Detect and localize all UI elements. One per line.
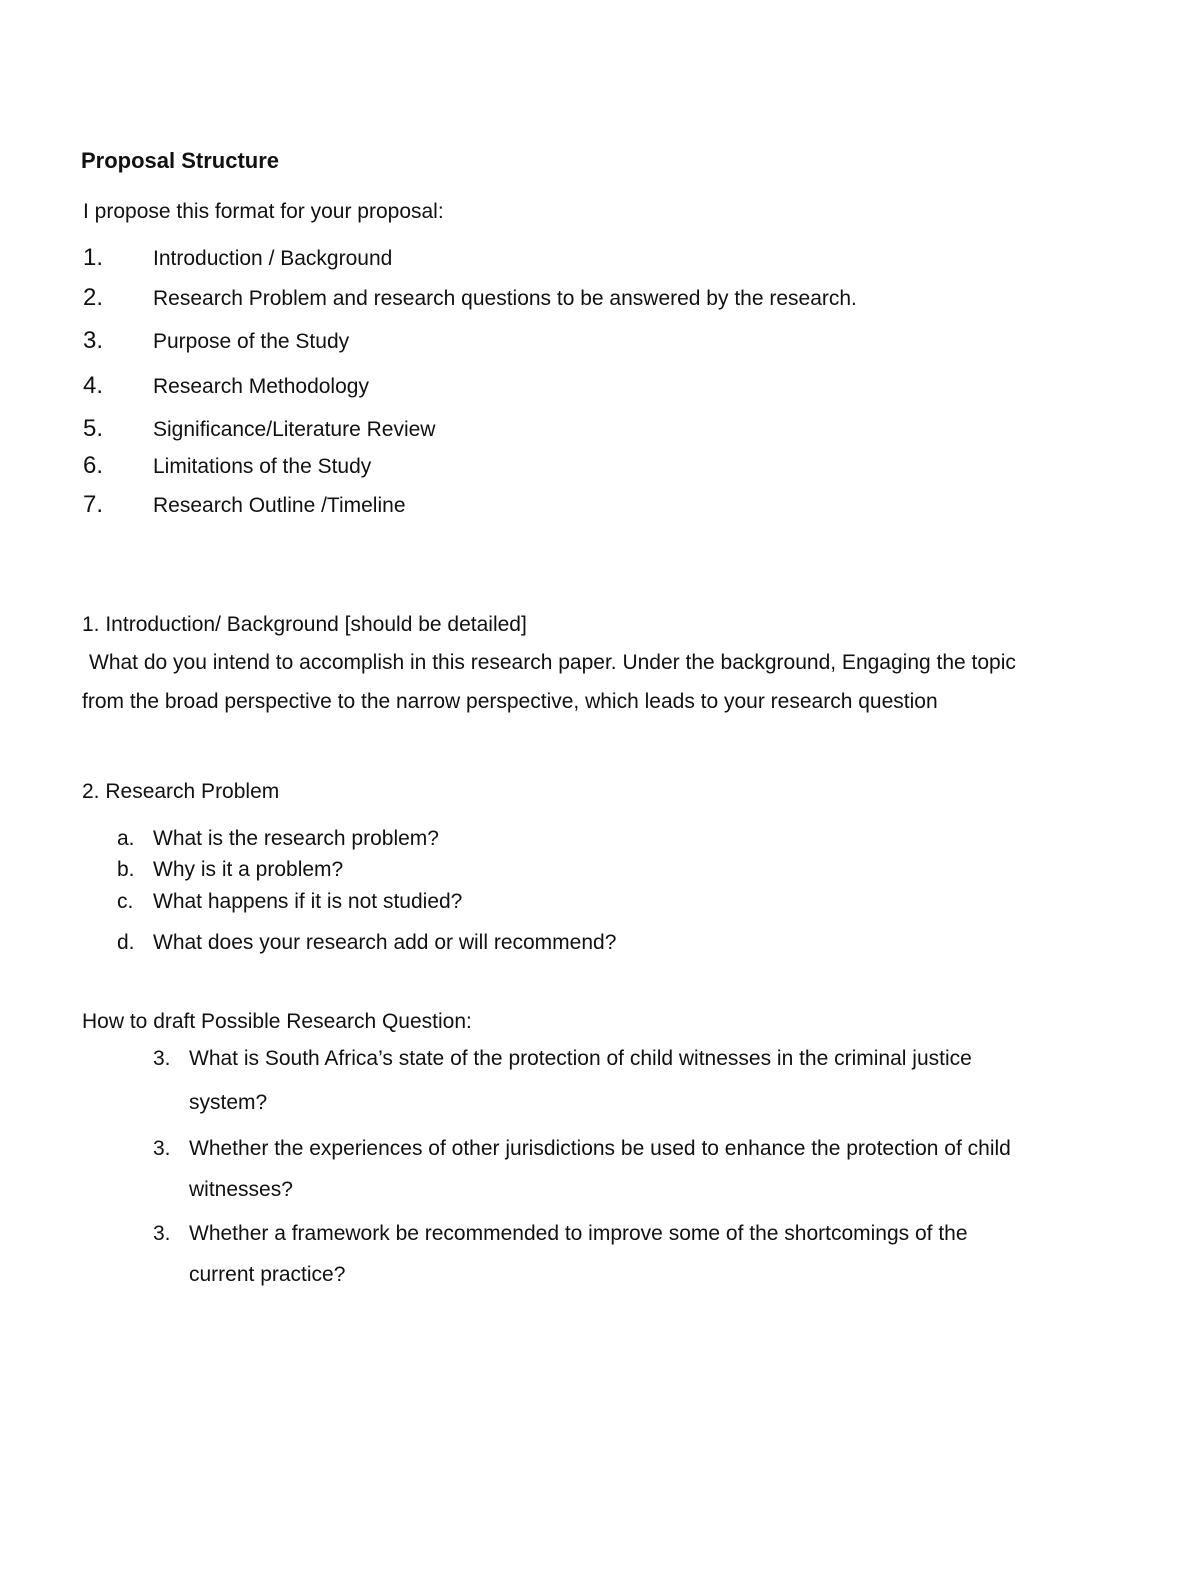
- section-paragraph-line: from the broad perspective to the narrow perspective, which leads to your research question: [82, 690, 938, 713]
- section-heading-introduction: 1. Introduction/ Background [should be detailed]: [82, 613, 527, 636]
- outline-item: Limitations of the Study: [153, 455, 372, 478]
- outline-number: 5.: [83, 415, 104, 442]
- outline-number: 4.: [83, 372, 104, 399]
- list-item: What does your research add or will recommend?: [153, 931, 617, 954]
- question-line: What is South Africa’s state of the protection of child witnesses in the criminal justice: [189, 1047, 972, 1070]
- list-marker: 3.: [153, 1137, 171, 1160]
- question-line: Whether the experiences of other jurisdictions be used to enhance the protection of child: [189, 1137, 1011, 1160]
- questions-heading: How to draft Possible Research Question:: [82, 1010, 472, 1033]
- question-line: witnesses?: [189, 1178, 293, 1201]
- outline-item: Research Problem and research questions to be answered by the research.: [153, 287, 857, 310]
- question-line: Whether a framework be recommended to improve some of the shortcomings of the: [189, 1222, 968, 1245]
- list-item: What is the research problem?: [153, 827, 439, 850]
- outline-number: 2.: [83, 284, 104, 311]
- outline-item: Research Outline /Timeline: [153, 494, 406, 517]
- question-line: system?: [189, 1091, 268, 1114]
- question-line: current practice?: [189, 1263, 346, 1286]
- list-marker: b.: [117, 858, 135, 881]
- intro-text: I propose this format for your proposal:: [83, 200, 444, 223]
- section-paragraph-line: What do you intend to accomplish in this research paper. Under the background, Engaging the topic: [89, 651, 1016, 674]
- list-marker: d.: [117, 931, 135, 954]
- list-marker: a.: [117, 827, 135, 850]
- outline-item: Significance/Literature Review: [153, 418, 436, 441]
- list-marker: 3.: [153, 1047, 171, 1070]
- list-item: Why is it a problem?: [153, 858, 344, 881]
- outline-number: 7.: [83, 491, 104, 518]
- outline-number: 1.: [83, 244, 104, 271]
- list-marker: c.: [117, 890, 134, 913]
- section-heading-research-problem: 2. Research Problem: [82, 780, 280, 803]
- outline-item: Purpose of the Study: [153, 330, 350, 353]
- list-marker: 3.: [153, 1222, 171, 1245]
- outline-number: 6.: [83, 452, 104, 479]
- outline-item: Research Methodology: [153, 375, 369, 398]
- outline-item: Introduction / Background: [153, 247, 393, 270]
- document-title: Proposal Structure: [81, 148, 280, 173]
- list-item: What happens if it is not studied?: [153, 890, 463, 913]
- outline-number: 3.: [83, 327, 104, 354]
